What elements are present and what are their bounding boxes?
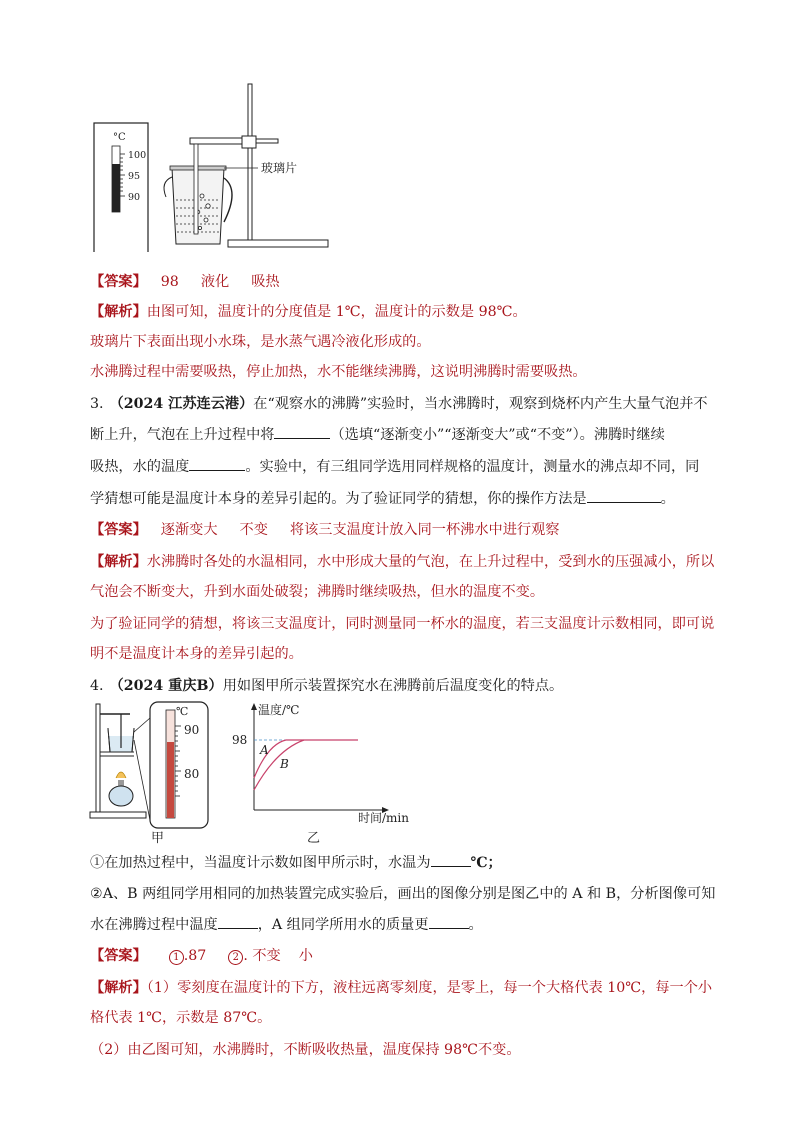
answer-blank[interactable] (274, 424, 330, 439)
answer-tag: 【答案】 (90, 274, 147, 290)
y-axis-label: 温度/℃ (258, 703, 300, 717)
q4-figure-jia (88, 700, 213, 850)
glass-plate-callout: 玻璃片 (261, 161, 298, 175)
q3-analysis-line-4: 明不是温度计本身的差异引起的。 (90, 646, 303, 662)
q4-analysis-line-3: （2）由乙图可知，水沸腾时，不断吸收热量，温度保持 98℃不变。 (90, 1042, 521, 1058)
q3-analysis-line-1: 【解析】水沸腾时各处的水温相同，水中形成大量的气泡，在上升过程中，受到水的压强减小，所以 (90, 554, 715, 570)
answer-item: 逐渐变大 (160, 522, 218, 538)
answer-item: 吸热 (251, 274, 280, 290)
thermometer-unit: ℃ (176, 705, 189, 718)
q4-sub-2-line-1: ②A、B 两组同学用相同的加热装置完成实验后，画出的图像分别是图乙中的 A 和 B，分析图像可知 (90, 886, 716, 902)
curve-a (254, 740, 358, 778)
answer-tag: 【答案】 (90, 948, 147, 964)
answer-item: 液化 (200, 274, 230, 290)
answer-blank[interactable] (587, 488, 661, 503)
thermometer-tick-100: 100 (128, 150, 147, 161)
answer-tag: 【答案】 (90, 522, 147, 538)
answer-blank[interactable] (429, 914, 469, 929)
q3-stem-line-2: 断上升，气泡在上升过程中将 （选填“逐渐变小”“逐渐变大”或“不变”）。沸腾时继续 (90, 424, 665, 445)
curve-a-label: A (260, 743, 269, 757)
analysis-tag: 【解析】 (90, 304, 147, 320)
q3-stem-line-4: 学猜想可能是温度计本身的差异引起的。为了验证同学的猜想，你的操作方法是 。 (90, 488, 675, 509)
q4-analysis-line-1: 【解析】（1）零刻度在温度计的下方，液柱远离零刻度，是零上，每一个大格代表 10℃，每一个小 (90, 980, 713, 996)
answer-item: 98 (160, 274, 179, 290)
q4-stem: 4. （2024 重庆B）用如图甲所示装置探究水在沸腾前后温度变化的特点。 (90, 678, 564, 694)
q4-sub-2-line-2: 水在沸腾过程中温度 ，A 组同学所用水的质量更 。 (90, 914, 483, 935)
q3-stem-line-3: 吸热，水的温度 。实验中，有三组同学选用同样规格的温度计，测量水的沸点却不同，同 (90, 456, 699, 477)
figure-label-yi: 乙 (307, 831, 321, 846)
answer-blank[interactable] (218, 914, 258, 929)
analysis-tag: 【解析】 (90, 554, 147, 570)
curve-b-label: B (280, 757, 289, 771)
thermometer-tick-90: 90 (184, 723, 200, 737)
x-axis-label: 时间/min (358, 811, 409, 825)
question-number: 4. (90, 678, 104, 694)
q4-figure-yi (228, 700, 418, 850)
q4-answer-line: 【答案】 1 .87 2 . 不变 小 (90, 948, 313, 964)
answer-blank[interactable] (189, 456, 245, 471)
circled-number-2: 2 (228, 950, 243, 965)
q3-stem-line-1: 3. （2024 江苏连云港）在“观察水的沸腾”实验时，当水沸腾时，观察到烧杯内产生大量气泡并不 (90, 396, 708, 412)
answer-item: 将该三支温度计放入同一杯沸水中进行观察 (289, 522, 560, 538)
q4-analysis-line-2: 格代表 1℃，示数是 87℃。 (90, 1010, 272, 1026)
figure-label-jia: 甲 (151, 831, 165, 846)
q2-analysis-line-3: 水沸腾过程中需要吸热，停止加热，水不能继续沸腾，这说明沸腾时需要吸热。 (90, 364, 587, 380)
analysis-tag: 【解析】 (90, 980, 147, 996)
q4-sub-1: ①在加热过程中，当温度计示数如图甲所示时，水温为 ℃； (90, 852, 502, 873)
q2-apparatus-figure (90, 82, 330, 252)
thermometer-tick-95: 95 (128, 171, 141, 182)
question-source: （2024 重庆B） (109, 678, 223, 694)
q3-analysis-line-2: 气泡会不断变大，升到水面处破裂；沸腾时继续吸热，但水的温度不变。 (90, 584, 545, 600)
q2-analysis-line-2: 玻璃片下表面出现小水珠，是水蒸气遇冷液化形成的。 (90, 334, 431, 350)
q3-answer-line (90, 520, 560, 540)
q3-analysis-line-3: 为了验证同学的猜想，将该三支温度计，同时测量同一杯水的温度，若三支温度计示数相同，即可说 (90, 616, 715, 632)
question-number: 3. (90, 396, 104, 412)
circled-number-1: 1 (169, 950, 184, 965)
answer-blank[interactable] (431, 852, 471, 867)
answer-item: 不变 (239, 522, 268, 538)
magnified-thermometer (150, 702, 208, 828)
thermometer-tick-80: 80 (184, 767, 200, 781)
question-source: （2024 江苏连云港） (109, 396, 254, 412)
thermometer-unit: °C (113, 132, 126, 143)
thermometer-tick-90: 90 (128, 192, 141, 203)
q2-analysis-line-1: 【解析】由图可知，温度计的分度值是 1℃，温度计的示数是 98℃。 (90, 304, 527, 320)
y-mark-98: 98 (232, 733, 248, 747)
q2-answer-line (90, 272, 280, 292)
